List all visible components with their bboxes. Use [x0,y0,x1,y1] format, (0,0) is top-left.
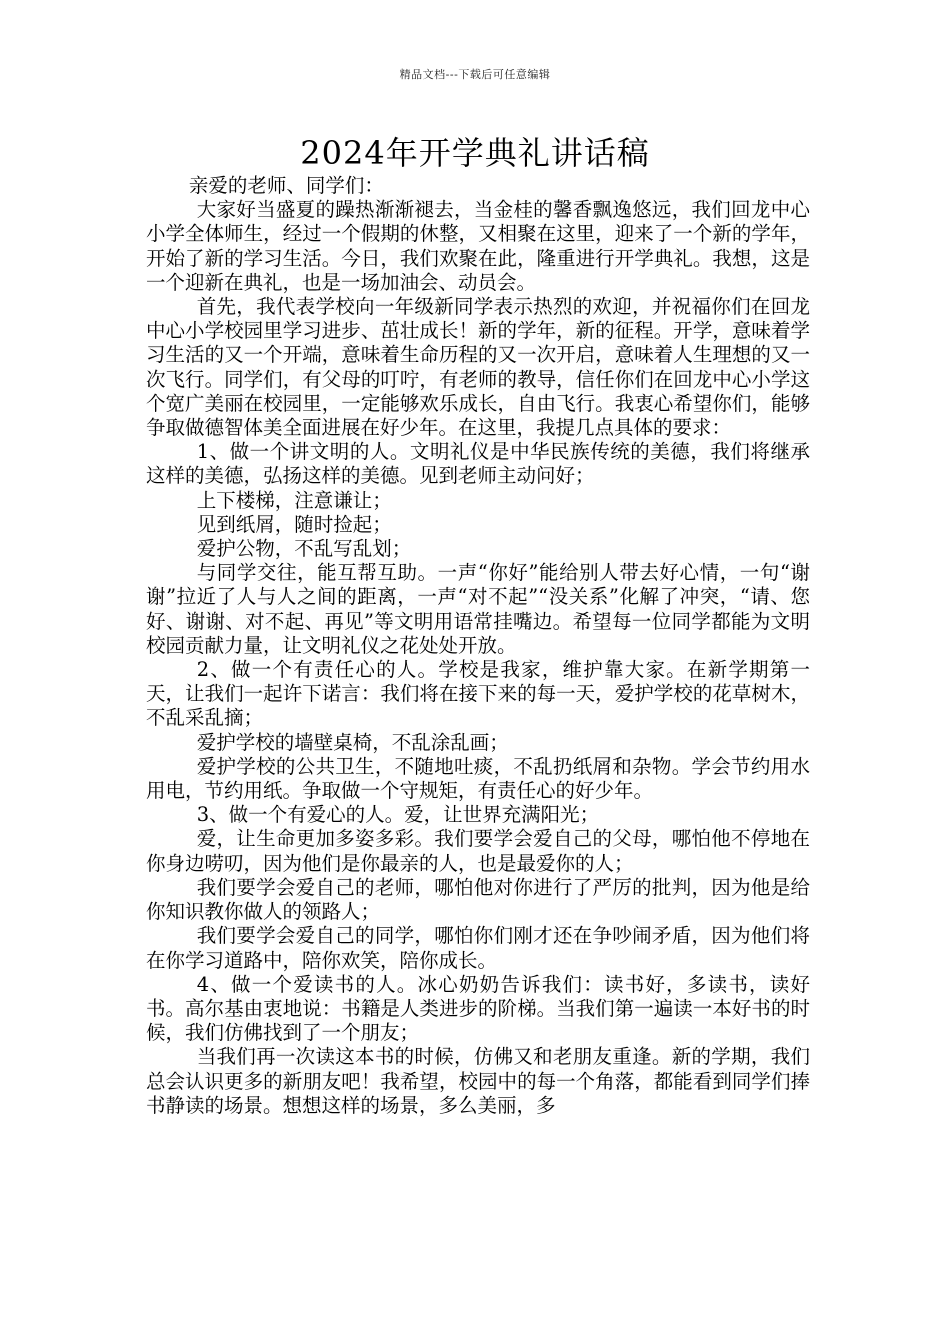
paragraph: 与同学交往，能互帮互助。一声“你好”能给别人带去好心情，一句“谢谢”拉近了人与人之间的距离，一声“对不起”“没关系”化解了冲突，“请、您好、谢谢、对不起、再见”等文明用语常挂嘴边。希望每一位同学都能为文明校园贡献力量，让文明礼仪之花处处开放。 [146,561,810,657]
paragraph: 爱护学校的墙壁桌椅，不乱涂乱画； [196,730,509,754]
paragraph: 大家好当盛夏的躁热渐渐褪去，当金桂的馨香飘逸悠远，我们回龙中心小学全体师生，经过一个假期的休整，又相聚在这里，迎来了一个新的学年，开始了新的学习生活。今日，我们欢聚在此，隆重进行开学典礼。我想，这是一个迎新在典礼，也是一场加油会、动员会。 [146,198,810,294]
paragraph: 3、做一个有爱心的人。爱，让世界充满阳光； [196,803,600,827]
paragraph: 见到纸屑，随时捡起； [196,512,392,536]
document-body [146,174,810,1118]
paragraph: 我们要学会爱自己的同学，哪怕你们刚才还在争吵闹矛盾，因为他们将在你学习道路中，陪你欢笑，陪你成长。 [146,924,810,972]
paragraph: 当我们再一次读这本书的时候，仿佛又和老朋友重逢。新的学期，我们总会认识更多的新朋友吧！我希望，校园中的每一个角落，都能看到同学们捧书静读的场景。想想这样的场景，多么美丽，多 [146,1045,810,1117]
paragraph: 爱护公物，不乱写乱划； [196,537,412,561]
paragraph: 上下楼梯，注意谦让； [196,488,392,512]
paragraph: 4、做一个爱读书的人。冰心奶奶告诉我们：读书好，多读书，读好书。高尔基由衷地说：书籍是人类进步的阶梯。当我们第一遍读一本好书的时候，我们仿佛找到了一个朋友； [146,972,810,1045]
header-note: 精品文档---下载后可任意编辑 [399,68,551,81]
paragraph: 爱，让生命更加多姿多彩。我们要学会爱自己的父母，哪怕他不停地在你身边唠叨，因为他们是你最亲的人，也是最爱你的人； [146,827,810,875]
paragraph: 首先，我代表学校向一年级新同学表示热烈的欢迎，并祝福你们在回龙中心小学校园里学习进步、茁壮成长！新的学年，新的征程。开学，意味着学习生活的又一个开端，意味着生命历程的又一次开启，意味着人生理想的又一次飞行。同学们，有父母的叮咛，有老师的教导，信任你们在回龙中心小学这个宽广美丽在校园里，一定能够欢乐成长，自由飞行。我衷心希望你们，能够争取做德智体美全面进展在好少年。在这里，我提几点具体的要求： [146,295,810,440]
salutation: 亲爱的老师、同学们： [188,174,384,197]
paragraph: 2、做一个有责任心的人。学校是我家，维护靠大家。在新学期第一天，让我们一起许下诺言：我们将在接下来的每一天，爱护学校的花草树木，不乱采乱摘； [146,658,810,730]
paragraph: 1、做一个讲文明的人。文明礼仪是中华民族传统的美德，我们将继承这样的美德，弘扬这样的美德。见到老师主动问好； [146,440,810,488]
paragraph: 爱护学校的公共卫生，不随地吐痰，不乱扔纸屑和杂物。学会节约用水用电，节约用纸。争取做一个守规矩，有责任心的好少年。 [146,754,810,803]
paragraph: 我们要学会爱自己的老师，哪怕他对你进行了严厉的批判，因为他是给你知识教你做人的领路人； [146,875,810,924]
document-title: 2024年开学典礼讲话稿 [300,134,650,172]
